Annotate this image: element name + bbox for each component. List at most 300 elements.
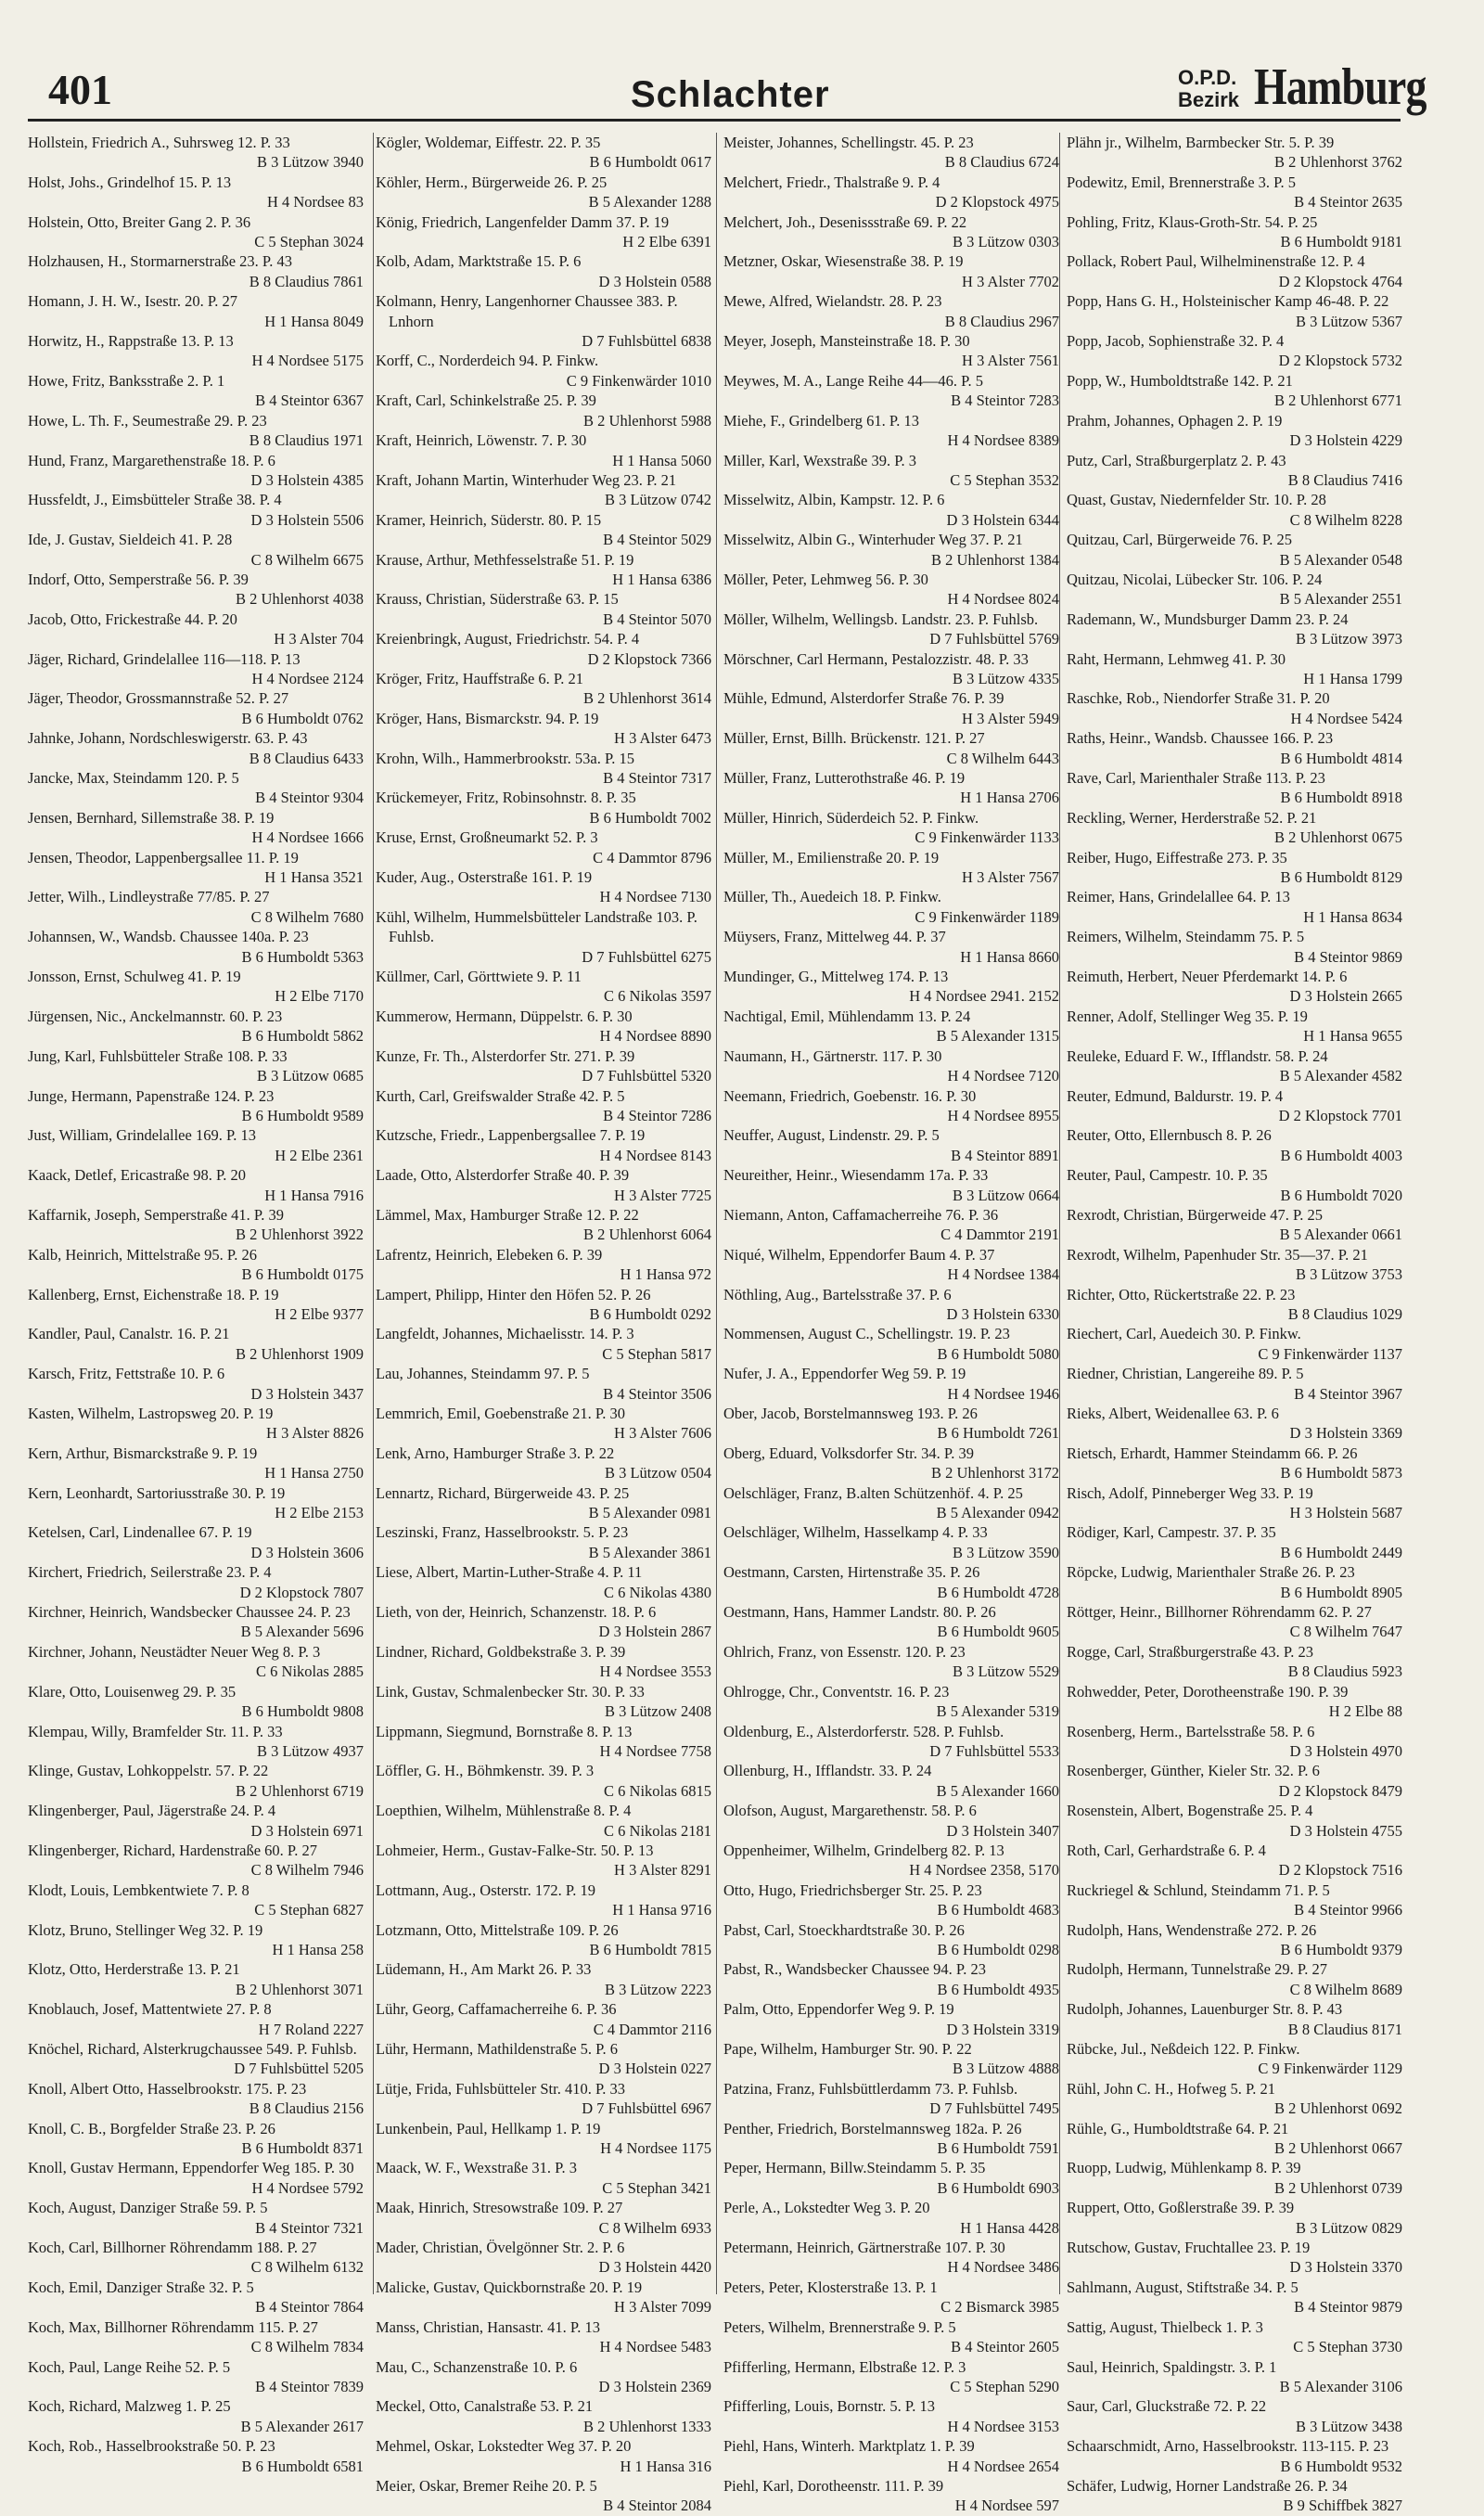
entry-address: Reimers, Wilhelm, Steindamm 75. P. 5 <box>1067 928 1305 946</box>
entry-address: Jäger, Richard, Grindelallee 116—118. P. 13 <box>28 649 301 668</box>
entry-phone: C 5 Stephan 3024 <box>254 233 364 251</box>
directory-entry <box>376 907 711 967</box>
directory-entry <box>376 709 711 749</box>
directory-entry <box>376 430 711 470</box>
entry-phone: H 1 Hansa 972 <box>620 1265 711 1284</box>
entry-address: Ollenburg, H., Ifflandstr. 33. P. 24 <box>723 1762 932 1780</box>
directory-entry <box>28 2238 364 2278</box>
entry-phone: H 1 Hansa 8660 <box>960 947 1059 966</box>
entry-address: Lohmeier, Herm., Gustav-Falke-Str. 50. P. 13 <box>376 1841 654 1859</box>
entry-address: Lemmrich, Emil, Goebenstraße 21. P. 30 <box>376 1405 625 1422</box>
entry-address: Neuffer, August, Lindenstr. 29. P. 5 <box>723 1126 940 1145</box>
entry-address: Krauss, Christian, Süderstraße 63. P. 15 <box>376 590 619 609</box>
entry-phone: D 3 Holstein 6971 <box>250 1821 364 1840</box>
directory-entry <box>28 728 364 768</box>
entry-phone: D 3 Holstein 2867 <box>598 1623 711 1641</box>
directory-entry <box>28 2357 364 2397</box>
entry-phone: B 4 Steintor 7317 <box>603 769 711 787</box>
entry-address: Rietsch, Erhardt, Hammer Steindamm 66. P. 26 <box>1067 1444 1358 1462</box>
directory-entry <box>376 351 711 391</box>
directory-entry <box>1067 2238 1402 2278</box>
entry-phone: B 4 Steintor 2635 <box>1294 193 1402 212</box>
entry-phone: C 4 Dammtor 2191 <box>940 1226 1059 1244</box>
directory-entry <box>1067 2198 1402 2238</box>
entry-address: Mader, Christian, Övelgönner Str. 2. P. 6 <box>376 2239 625 2257</box>
entry-phone: B 3 Lützow 4888 <box>952 2060 1059 2078</box>
entry-address: Rieks, Albert, Weidenallee 63. P. 6 <box>1067 1405 1279 1422</box>
entry-address: Lühr, Hermann, Mathildenstraße 5. P. 6 <box>376 2040 618 2058</box>
directory-entry <box>376 1245 711 1285</box>
entry-address: Kolmann, Henry, Langenhorner Chaussee 383. P. Lnhorn <box>376 292 678 330</box>
entry-phone: H 3 Alster 8291 <box>614 1861 711 1880</box>
entry-address: Oelschläger, Wilhelm, Hasselkamp 4. P. 33 <box>723 1523 988 1542</box>
directory-entry <box>723 173 1059 212</box>
directory-entry <box>28 451 364 491</box>
directory-entry <box>723 251 1059 291</box>
entry-address: Koch, August, Danziger Straße 59. P. 5 <box>28 2199 268 2217</box>
entry-phone: C 5 Stephan 5290 <box>950 2377 1059 2395</box>
directory-entry <box>723 927 1059 967</box>
directory-entry <box>28 371 364 411</box>
entry-address: Nachtigal, Emil, Mühlendamm 13. P. 24 <box>723 1007 971 1025</box>
entry-address: Kirchner, Johann, Neustädter Neuer Weg 8. P. 3 <box>28 1642 321 1661</box>
entry-address: Rohwedder, Peter, Dorotheenstraße 190. P. 39 <box>1067 1682 1349 1701</box>
entry-address: Rexrodt, Christian, Bürgerweide 47. P. 25 <box>1067 1205 1324 1224</box>
entry-address: Mundinger, G., Mittelweg 174. P. 13 <box>723 968 949 986</box>
entry-address: Kröger, Fritz, Hauffstraße 6. P. 21 <box>376 669 584 687</box>
directory-entry <box>1067 1881 1402 1920</box>
entry-phone: B 2 Uhlenhorst 0739 <box>1274 2178 1402 2197</box>
entry-phone: D 3 Holstein 5506 <box>250 510 364 529</box>
entry-address: Schaarschmidt, Arno, Hasselbrookstr. 113-115. P. 23 <box>1067 2437 1389 2456</box>
entry-phone: B 6 Humboldt 7020 <box>1280 1186 1402 1204</box>
entry-phone: H 1 Hansa 8049 <box>264 312 364 330</box>
column-1-entries <box>28 133 364 2476</box>
directory-entry <box>1067 1364 1402 1404</box>
directory-entry <box>376 173 711 212</box>
directory-entry <box>1067 133 1402 173</box>
directory-entry <box>1067 887 1402 927</box>
entry-address: Lennartz, Richard, Bürgerweide 43. P. 25 <box>376 1483 630 1502</box>
entry-phone: B 6 Humboldt 8371 <box>241 2139 364 2158</box>
directory-entry <box>28 1999 364 2039</box>
entry-phone: B 8 Claudius 6433 <box>249 749 364 767</box>
directory-entry <box>376 2119 711 2159</box>
entry-address: Nöthling, Aug., Bartelsstraße 37. P. 6 <box>723 1285 952 1303</box>
directory-entry <box>376 2396 711 2436</box>
entry-phone: C 9 Finkenwärder 1010 <box>566 371 711 390</box>
entry-address: Lüdemann, H., Am Markt 26. P. 33 <box>376 1960 592 1979</box>
entry-phone: B 5 Alexander 5319 <box>936 1702 1059 1721</box>
entry-address: Ide, J. Gustav, Sieldeich 41. P. 28 <box>28 531 233 549</box>
directory-entry <box>28 1165 364 1205</box>
entry-address: Kunze, Fr. Th., Alsterdorfer Str. 271. P. 39 <box>376 1046 635 1065</box>
entry-address: Perle, A., Lokstedter Weg 3. P. 20 <box>723 2199 930 2217</box>
directory-entry <box>723 1920 1059 1960</box>
entry-phone: H 2 Elbe 9377 <box>275 1304 364 1323</box>
directory-entry <box>723 2396 1059 2436</box>
entry-phone: B 8 Claudius 6724 <box>944 153 1059 172</box>
entry-address: Reuter, Paul, Campestr. 10. P. 35 <box>1067 1166 1268 1185</box>
entry-address: Müller, Hinrich, Süderdeich 52. P. Finkw. <box>723 808 979 827</box>
entry-phone: B 4 Steintor 2084 <box>603 2497 711 2515</box>
entry-phone: B 6 Humboldt 9379 <box>1280 1940 1402 1958</box>
entry-address: Küllmer, Carl, Görttwiete 9. P. 11 <box>376 968 582 986</box>
directory-entry <box>376 1522 711 1562</box>
entry-address: Rogge, Carl, Straßburgerstraße 43. P. 23 <box>1067 1642 1313 1661</box>
entry-phone: C 6 Nikolas 3597 <box>604 987 711 1006</box>
directory-entry <box>1067 1285 1402 1325</box>
entry-address: Rudolph, Hermann, Tunnelstraße 29. P. 27 <box>1067 1960 1327 1979</box>
entry-address: Renner, Adolf, Stellinger Weg 35. P. 19 <box>1067 1007 1308 1025</box>
entry-address: Oestmann, Hans, Hammer Landstr. 80. P. 26 <box>723 1603 996 1622</box>
directory-entry <box>28 1404 364 1444</box>
entry-address: Jung, Karl, Fuhlsbütteler Straße 108. P. 33 <box>28 1046 288 1065</box>
entry-address: Ruopp, Ludwig, Mühlenkamp 8. P. 39 <box>1067 2159 1301 2177</box>
entry-address: Liese, Albert, Martin-Luther-Straße 4. P. 11 <box>376 1563 643 1582</box>
directory-entry <box>28 530 364 570</box>
column-2-entries <box>376 133 711 2516</box>
entry-address: Maak, Hinrich, Stresowstraße 109. P. 27 <box>376 2199 623 2217</box>
entry-address: Rödiger, Karl, Campestr. 37. P. 35 <box>1067 1523 1276 1542</box>
directory-entry <box>28 570 364 610</box>
entry-address: Müysers, Franz, Mittelweg 44. P. 37 <box>723 928 946 946</box>
directory-entry <box>28 212 364 252</box>
entry-address: Lunkenbein, Paul, Hellkamp 1. P. 19 <box>376 2119 601 2137</box>
entry-phone: C 8 Wilhelm 6933 <box>598 2218 711 2237</box>
entry-phone: D 3 Holstein 2369 <box>598 2377 711 2395</box>
directory-entry <box>28 1086 364 1126</box>
entry-phone: B 4 Steintor 3967 <box>1294 1384 1402 1403</box>
entry-address: Klinge, Gustav, Lohkoppelstr. 57. P. 22 <box>28 1762 269 1780</box>
directory-entry <box>28 2079 364 2119</box>
entry-address: Putz, Carl, Straßburgerplatz 2. P. 43 <box>1067 451 1286 469</box>
entry-phone: D 3 Holstein 0588 <box>598 272 711 290</box>
entry-phone: H 4 Nordsee 3553 <box>599 1662 711 1681</box>
entry-address: Saur, Carl, Gluckstraße 72. P. 22 <box>1067 2397 1267 2416</box>
entry-address: Rutschow, Gustav, Fruchtallee 23. P. 19 <box>1067 2239 1311 2257</box>
entry-address: Ruckriegel & Schlund, Steindamm 71. P. 5 <box>1067 1881 1330 1899</box>
entry-phone: B 6 Humboldt 5080 <box>937 1344 1059 1363</box>
entry-phone: B 5 Alexander 2617 <box>240 2417 364 2435</box>
entry-phone: B 6 Humboldt 9181 <box>1280 233 1402 251</box>
entry-phone: B 2 Uhlenhorst 3922 <box>236 1226 364 1244</box>
entry-phone: H 7 Roland 2227 <box>258 2020 364 2038</box>
directory-entry <box>723 1722 1059 1762</box>
entry-phone: H 4 Nordsee 8890 <box>599 1027 711 1046</box>
entry-phone: C 5 Stephan 6827 <box>254 1901 364 1919</box>
entry-phone: B 6 Humboldt 7815 <box>589 1940 711 1958</box>
entry-address: Melchert, Friedr., Thalstraße 9. P. 4 <box>723 173 940 191</box>
directory-entry <box>1067 2357 1402 2397</box>
entry-address: Riedner, Christian, Langereihe 89. P. 5 <box>1067 1365 1304 1383</box>
directory-entry <box>723 1562 1059 1602</box>
directory-entry <box>28 1245 364 1285</box>
entry-address: Penther, Friedrich, Borstelmannsweg 182a. P. 26 <box>723 2119 1022 2137</box>
directory-entry <box>28 291 364 331</box>
entry-phone: B 8 Claudius 5923 <box>1287 1662 1402 1681</box>
entry-address: Kalb, Heinrich, Mittelstraße 95. P. 26 <box>28 1245 258 1264</box>
entry-address: Müller, Ernst, Billh. Brückenstr. 121. P. 27 <box>723 729 985 748</box>
entry-address: Kutzsche, Friedr., Lappenbergsallee 7. P. 19 <box>376 1126 646 1145</box>
entry-phone: H 3 Alster 7099 <box>614 2298 711 2317</box>
directory-entry <box>1067 1165 1402 1205</box>
directory-entry <box>28 1841 364 1881</box>
entry-phone: D 2 Klopstock 8479 <box>1278 1781 1402 1800</box>
entry-address: Krause, Arthur, Methfesselstraße 51. P. 19 <box>376 550 634 569</box>
directory-entry <box>28 2396 364 2436</box>
entry-phone: C 8 Wilhelm 6443 <box>946 749 1059 767</box>
entry-address: Petermann, Heinrich, Gärtnerstraße 107. P. 30 <box>723 2239 1005 2257</box>
entry-address: Oberg, Eduard, Volksdorfer Str. 34. P. 39 <box>723 1444 974 1462</box>
entry-phone: D 7 Fuhlsbüttel 7495 <box>929 2099 1059 2118</box>
directory-entry <box>1067 1722 1402 1762</box>
directory-entry <box>28 887 364 927</box>
directory-entry <box>28 967 364 1007</box>
entry-address: Kaack, Detlef, Ericastraße 98. P. 20 <box>28 1166 247 1185</box>
entry-address: Jensen, Theodor, Lappenbergsallee 11. P. 19 <box>28 848 299 866</box>
entry-address: Müller, Th., Auedeich 18. P. Finkw. <box>723 888 941 906</box>
directory-entry <box>376 2039 711 2079</box>
entry-address: Niqué, Wilhelm, Eppendorfer Baum 4. P. 37 <box>723 1245 995 1264</box>
directory-entry <box>376 629 711 669</box>
entry-address: Lütje, Frida, Fuhlsbütteler Str. 410. P. 33 <box>376 2079 626 2098</box>
entry-phone: B 2 Uhlenhorst 1333 <box>583 2417 711 2435</box>
entry-phone: C 8 Wilhelm 7647 <box>1289 1623 1402 1641</box>
directory-entry <box>723 688 1059 728</box>
entry-address: Mühle, Edmund, Alsterdorfer Straße 76. P. 39 <box>723 689 1004 708</box>
directory-entry <box>1067 1483 1402 1523</box>
entry-phone: B 4 Steintor 8891 <box>951 1146 1059 1164</box>
entry-phone: H 3 Alster 8826 <box>266 1424 364 1443</box>
directory-entry <box>1067 2158 1402 2198</box>
directory-entry <box>723 1205 1059 1245</box>
entry-address: Quitzau, Carl, Bürgerweide 76. P. 25 <box>1067 531 1293 549</box>
entry-phone: B 6 Humboldt 5873 <box>1280 1464 1402 1483</box>
directory-entry <box>28 688 364 728</box>
entry-phone: B 4 Steintor 5070 <box>603 610 711 628</box>
directory-entry <box>1067 1404 1402 1444</box>
entry-phone: D 2 Klopstock 5732 <box>1278 352 1402 370</box>
entry-phone: D 3 Holstein 3369 <box>1289 1424 1402 1443</box>
directory-entry <box>28 1761 364 1801</box>
entry-address: Sattig, August, Thielbeck 1. P. 3 <box>1067 2317 1263 2336</box>
entry-phone: B 6 Humboldt 9808 <box>241 1702 364 1721</box>
entry-address: Melchert, Joh., Desenissstraße 69. P. 22 <box>723 212 967 231</box>
entry-address: Jonsson, Ernst, Schulweg 41. P. 19 <box>28 968 241 986</box>
directory-entry <box>28 1444 364 1483</box>
entry-address: Meier, Oskar, Bremer Reihe 20. P. 5 <box>376 2476 597 2495</box>
entry-phone: H 4 Nordsee 1666 <box>251 828 364 847</box>
entry-address: Rudolph, Hans, Wendenstraße 272. P. 26 <box>1067 1920 1317 1939</box>
entry-phone: C 9 Finkenwärder 1133 <box>915 828 1059 847</box>
entry-address: Nommensen, August C., Schellingstr. 19. P. 23 <box>723 1325 1010 1343</box>
directory-entry <box>28 2158 364 2198</box>
entry-address: Plähn jr., Wilhelm, Barmbecker Str. 5. P. 39 <box>1067 134 1335 151</box>
entry-phone: D 2 Klopstock 4764 <box>1278 272 1402 290</box>
entry-phone: B 3 Lützow 4335 <box>952 669 1059 687</box>
entry-address: Kern, Leonhardt, Sartoriusstraße 30. P. 19 <box>28 1483 286 1502</box>
entry-address: Mörschner, Carl Hermann, Pestalozzistr. 48. P. 33 <box>723 649 1029 668</box>
entry-phone: H 4 Nordsee 1946 <box>947 1384 1059 1403</box>
entry-phone: B 6 Humboldt 4814 <box>1280 749 1402 767</box>
entry-phone: B 6 Humboldt 9589 <box>241 1106 364 1124</box>
entry-phone: B 6 Humboldt 4935 <box>937 1980 1059 1998</box>
entry-phone: B 5 Alexander 2551 <box>1279 590 1402 609</box>
entry-phone: B 4 Steintor 9879 <box>1294 2298 1402 2317</box>
directory-entry <box>376 1165 711 1205</box>
directory-entry <box>1067 331 1402 371</box>
entry-address: Rübcke, Jul., Neßdeich 122. P. Finkw. <box>1067 2040 1300 2058</box>
entry-address: Klare, Otto, Louisenweg 29. P. 35 <box>28 1682 237 1701</box>
opd-line-2: Bezirk <box>1178 88 1240 111</box>
entry-address: Lämmel, Max, Hamburger Straße 12. P. 22 <box>376 1205 639 1224</box>
entry-phone: H 2 Elbe 7170 <box>275 987 364 1006</box>
directory-entry <box>28 1959 364 1999</box>
entry-address: Kruse, Ernst, Großneumarkt 52. P. 3 <box>376 828 598 847</box>
entry-phone: B 2 Uhlenhorst 4038 <box>236 590 364 609</box>
directory-entry <box>28 490 364 530</box>
directory-entry <box>28 411 364 451</box>
entry-phone: B 6 Humboldt 0762 <box>241 709 364 727</box>
entry-address: Lafrentz, Heinrich, Elebeken 6. P. 39 <box>376 1245 603 1264</box>
city-name: Hamburg <box>1254 58 1426 116</box>
directory-entry <box>376 1642 711 1682</box>
directory-entry <box>376 251 711 291</box>
entry-phone: H 4 Nordsee 5792 <box>251 2178 364 2197</box>
directory-entry <box>1067 808 1402 848</box>
entry-address: Kaffarnik, Joseph, Semperstraße 41. P. 39 <box>28 1205 285 1224</box>
entry-address: Reimuth, Herbert, Neuer Pferdemarkt 14. P. 6 <box>1067 968 1348 986</box>
entry-address: Korff, C., Norderdeich 94. P. Finkw. <box>376 352 599 370</box>
directory-entry <box>376 867 711 907</box>
directory-entry <box>1067 451 1402 491</box>
directory-entry <box>1067 2039 1402 2079</box>
directory-entry <box>28 1682 364 1722</box>
entry-phone: B 8 Claudius 2156 <box>249 2099 364 2118</box>
entry-address: Reuter, Edmund, Baldurstr. 19. P. 4 <box>1067 1086 1284 1105</box>
directory-entry <box>1067 927 1402 967</box>
column-4 <box>1067 133 1402 2515</box>
entry-address: Homann, J. H. W., Isestr. 20. P. 27 <box>28 292 237 311</box>
entry-phone: B 2 Uhlenhorst 0667 <box>1274 2139 1402 2158</box>
directory-entry <box>723 1959 1059 1999</box>
entry-address: Kurth, Carl, Greifswalder Straße 42. P. 5 <box>376 1086 625 1105</box>
directory-entry <box>1067 2119 1402 2159</box>
directory-entry <box>723 1125 1059 1165</box>
entry-address: Pabst, R., Wandsbecker Chaussee 94. P. 23 <box>723 1960 986 1979</box>
directory-entry <box>376 669 711 709</box>
directory-entry <box>376 1920 711 1960</box>
entry-address: Meckel, Otto, Canalstraße 53. P. 21 <box>376 2397 594 2416</box>
entry-address: Manss, Christian, Hansastr. 41. P. 13 <box>376 2317 601 2336</box>
directory-entry <box>376 1205 711 1245</box>
directory-entry <box>723 1404 1059 1444</box>
entry-address: Röpcke, Ludwig, Marienthaler Straße 26. P. 23 <box>1067 1563 1355 1582</box>
directory-entry <box>723 967 1059 1007</box>
entry-phone: C 5 Stephan 5817 <box>602 1344 711 1363</box>
entry-address: Saul, Heinrich, Spaldingstr. 3. P. 1 <box>1067 2357 1277 2376</box>
entry-phone: B 6 Humboldt 8905 <box>1280 1583 1402 1601</box>
entry-address: Meyer, Joseph, Mansteinstraße 18. P. 30 <box>723 332 970 351</box>
directory-entry <box>376 1881 711 1920</box>
entry-address: Reckling, Werner, Herderstraße 52. P. 21 <box>1067 808 1317 827</box>
directory-entry <box>376 1602 711 1642</box>
entry-phone: H 3 Alster 7702 <box>962 272 1059 290</box>
entry-address: Lampert, Philipp, Hinter den Höfen 52. P. 26 <box>376 1285 651 1303</box>
entry-address: Kirchert, Friedrich, Seilerstraße 23. P. 4 <box>28 1563 272 1582</box>
entry-phone: H 1 Hansa 4428 <box>960 2218 1059 2237</box>
entry-phone: C 6 Nikolas 2885 <box>256 1662 364 1681</box>
directory-entry <box>376 1285 711 1325</box>
directory-entry <box>723 1364 1059 1404</box>
entry-address: Pfifferling, Louis, Bornstr. 5. P. 13 <box>723 2397 935 2416</box>
entry-address: Reimer, Hans, Grindelallee 64. P. 13 <box>1067 888 1290 906</box>
directory-entry <box>28 2436 364 2476</box>
entry-phone: D 3 Holstein 2665 <box>1289 987 1402 1006</box>
directory-entry <box>1067 1841 1402 1881</box>
directory-entry <box>723 1522 1059 1562</box>
entry-phone: B 6 Humboldt 2449 <box>1280 1543 1402 1561</box>
entry-address: Krohn, Wilh., Hammerbrookstr. 53a. P. 15 <box>376 749 635 767</box>
entry-phone: D 3 Holstein 4970 <box>1289 1741 1402 1760</box>
directory-entry <box>376 2357 711 2397</box>
directory-entry <box>723 570 1059 610</box>
directory-entry <box>1067 2476 1402 2516</box>
entry-phone: D 2 Klopstock 7807 <box>239 1583 364 1601</box>
directory-entry <box>1067 1999 1402 2039</box>
directory-entry <box>28 2039 364 2079</box>
entry-address: Kraft, Heinrich, Löwenstr. 7. P. 30 <box>376 431 587 450</box>
entry-address: Quast, Gustav, Niedernfelder Str. 10. P. 28 <box>1067 491 1326 509</box>
directory-entry <box>1067 1959 1402 1999</box>
entry-phone: B 4 Steintor 7321 <box>255 2218 364 2237</box>
entry-phone: H 4 Nordsee 2124 <box>251 669 364 687</box>
entry-phone: B 5 Alexander 3106 <box>1279 2377 1402 2395</box>
directory-entry <box>723 411 1059 451</box>
directory-entry <box>376 788 711 828</box>
entry-phone: H 4 Nordsee 597 <box>954 2497 1059 2515</box>
entry-phone: B 8 Claudius 7416 <box>1287 470 1402 489</box>
directory-entry <box>723 2317 1059 2357</box>
directory-entry <box>28 649 364 689</box>
entry-address: Podewitz, Emil, Brennerstraße 3. P. 5 <box>1067 173 1297 191</box>
entry-address: Jürgensen, Nic., Anckelmannstr. 60. P. 23 <box>28 1007 283 1025</box>
entry-phone: H 3 Holstein 5687 <box>1289 1504 1402 1522</box>
directory-entry <box>28 848 364 888</box>
entry-phone: B 2 Uhlenhorst 6064 <box>583 1226 711 1244</box>
entry-address: Maack, W. F., Wexstraße 31. P. 3 <box>376 2159 578 2177</box>
entry-address: Kummerow, Hermann, Düppelstr. 6. P. 30 <box>376 1007 633 1025</box>
entry-phone: H 1 Hansa 7916 <box>264 1186 364 1204</box>
directory-entry <box>723 1444 1059 1483</box>
entry-address: Popp, W., Humboldtstraße 142. P. 21 <box>1067 371 1293 390</box>
entry-address: Lieth, von der, Heinrich, Schanzenstr. 18. P. 6 <box>376 1603 657 1622</box>
entry-address: Piehl, Hans, Winterh. Marktplatz 1. P. 39 <box>723 2437 975 2456</box>
directory-entry <box>1067 173 1402 212</box>
directory-entry <box>1067 1801 1402 1841</box>
entry-address: Lühr, Georg, Caffamacherreihe 6. P. 36 <box>376 2000 617 2019</box>
directory-entry <box>1067 728 1402 768</box>
directory-entry <box>376 1046 711 1086</box>
directory-entry <box>1067 1444 1402 1483</box>
directory-entry <box>28 1562 364 1602</box>
directory-entry <box>723 610 1059 649</box>
entry-address: Oestmann, Carsten, Hirtenstraße 35. P. 26 <box>723 1563 980 1582</box>
directory-entry <box>28 1046 364 1086</box>
entry-address: Misselwitz, Albin G., Winterhuder Weg 37. P. 21 <box>723 531 1023 549</box>
entry-address: Niemann, Anton, Caffamacherreihe 76. P. 36 <box>723 1205 999 1224</box>
